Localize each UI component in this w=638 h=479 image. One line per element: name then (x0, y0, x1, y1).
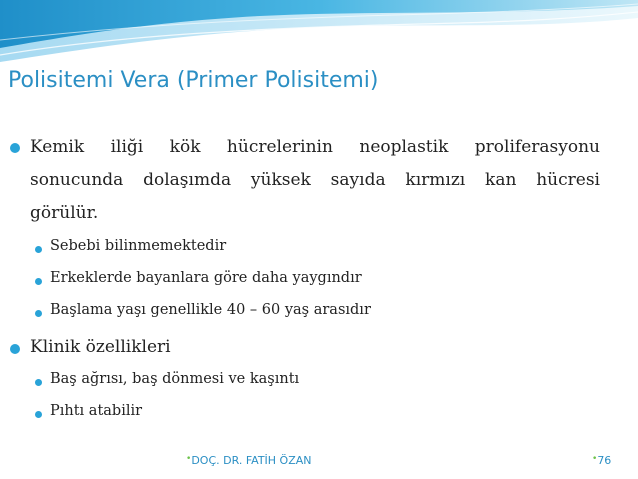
header-swoosh (0, 0, 638, 70)
bullet-2: Klinik özellikleri (30, 337, 171, 357)
sub-bullet-3: Başlama yaşı genellikle 40 – 60 yaş arasıdır (50, 302, 371, 318)
bullet-icon (35, 411, 42, 418)
bullet-icon (35, 278, 42, 285)
sub-bullet-1: Sebebi bilinmemektedir (50, 238, 227, 254)
bullet-icon (35, 379, 42, 386)
footer-page-number (592, 454, 611, 467)
bullet-icon (35, 246, 42, 253)
bullet-1-line-2: sonucunda dolaşımda yüksek sayıda kırmızı kan hücresi (30, 170, 600, 190)
footer-author-text: DOÇ. DR. FATİH ÖZAN (191, 454, 312, 467)
bullet-icon (35, 310, 42, 317)
sub-bullet-5: Pıhtı atabilir (50, 403, 143, 419)
footer-author (186, 454, 312, 467)
bullet-1-line-3: görülür. (30, 203, 99, 223)
footer-dot-icon: • (186, 454, 192, 464)
bullet-1-line-1: Kemik iliği kök hücrelerinin neoplastik proliferasyonu (30, 137, 600, 157)
footer-dot-icon: • (592, 454, 598, 464)
bullet-icon (10, 344, 20, 354)
sub-bullet-2: Erkeklerde bayanlara göre daha yaygındır (50, 270, 362, 286)
slide-title: Polisitemi Vera (Primer Polisitemi) (8, 68, 379, 93)
sub-bullet-4: Baş ağrısı, baş dönmesi ve kaşıntı (50, 371, 300, 387)
footer-page-text: 76 (597, 454, 612, 467)
bullet-icon (10, 143, 20, 153)
